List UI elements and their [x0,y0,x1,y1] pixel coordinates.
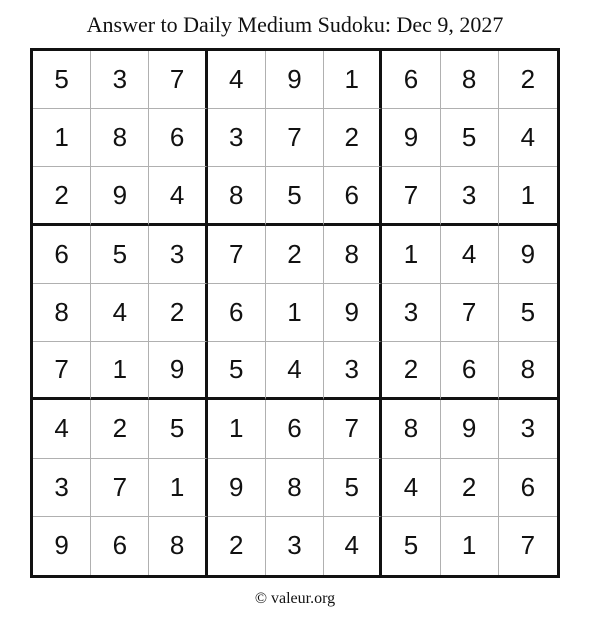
sudoku-cell-r3-c4: 8 [208,167,266,225]
sudoku-cell-r7-c4: 1 [208,400,266,458]
sudoku-cell-r5-c1: 8 [33,284,91,342]
sudoku-cell-r8-c1: 3 [33,459,91,517]
sudoku-cell-r6-c8: 6 [441,342,499,400]
sudoku-cell-r2-c9: 4 [499,109,557,167]
sudoku-cell-r1-c7: 6 [382,51,440,109]
sudoku-cell-r4-c1: 6 [33,226,91,284]
sudoku-cell-r4-c8: 4 [441,226,499,284]
sudoku-cell-r2-c3: 6 [149,109,207,167]
sudoku-cell-r1-c8: 8 [441,51,499,109]
sudoku-cell-r4-c3: 3 [149,226,207,284]
sudoku-cell-r9-c8: 1 [441,517,499,575]
sudoku-cell-r6-c1: 7 [33,342,91,400]
sudoku-cell-r9-c6: 4 [324,517,382,575]
sudoku-cell-r1-c4: 4 [208,51,266,109]
sudoku-cell-r9-c1: 9 [33,517,91,575]
sudoku-cell-r3-c3: 4 [149,167,207,225]
sudoku-cell-r6-c2: 1 [91,342,149,400]
sudoku-cell-r7-c7: 8 [382,400,440,458]
sudoku-cell-r9-c9: 7 [520,530,536,561]
sudoku-cell-r9-c7: 5 [382,517,440,575]
sudoku-cell-r5-c4: 6 [208,284,266,342]
sudoku-cell-r2-c4: 3 [208,109,266,167]
sudoku-cell-r9-c2: 6 [91,517,149,575]
sudoku-cell-r9-c5: 3 [266,517,324,575]
sudoku-cell-r6-c9: 8 [499,342,557,400]
sudoku-cell-r3-c6: 6 [324,167,382,225]
sudoku-cell-r8-c9: 6 [499,459,557,517]
page-title: Answer to Daily Medium Sudoku: Dec 9, 2027 [86,12,504,37]
sudoku-cell-r1-c2: 3 [91,51,149,109]
sudoku-cell-r5-c9: 5 [499,284,557,342]
sudoku-cell-r2-c6: 2 [324,109,382,167]
sudoku-cell-r9-c4: 2 [208,517,266,575]
sudoku-cell-r7-c6: 7 [324,400,382,458]
sudoku-cell-r8-c6: 5 [324,459,382,517]
sudoku-cell-r2-c1: 1 [33,109,91,167]
sudoku-grid [30,48,560,578]
sudoku-cell-r6-c3: 9 [149,342,207,400]
sudoku-cell-r6-c7: 2 [382,342,440,400]
sudoku-cell-r8-c3: 1 [149,459,207,517]
sudoku-cell-r3-c9: 1 [499,167,557,225]
sudoku-cell-r3-c1: 2 [33,167,91,225]
sudoku-cell-r7-c2: 2 [91,400,149,458]
sudoku-cell-r5-c8: 7 [441,284,499,342]
sudoku-cell-r2-c2: 8 [91,109,149,167]
sudoku-cell-r1-c1: 5 [33,51,91,109]
sudoku-cell-r3-c5: 5 [266,167,324,225]
sudoku-cell-r5-c3: 2 [149,284,207,342]
sudoku-cell-r2-c5: 7 [266,109,324,167]
sudoku-cell-r1-c3: 7 [149,51,207,109]
sudoku-cell-r7-c1: 4 [33,400,91,458]
sudoku-cell-r1-c5: 9 [266,51,324,109]
sudoku-cell-r5-c5: 1 [266,284,324,342]
sudoku-cell-r2-c7: 9 [382,109,440,167]
sudoku-cell-r2-c8: 5 [441,109,499,167]
sudoku-cell-r5-c6: 9 [324,284,382,342]
sudoku-cell-r8-c5: 8 [266,459,324,517]
sudoku-cell-r7-c3: 5 [149,400,207,458]
sudoku-cell-r3-c7: 7 [382,167,440,225]
sudoku-cell-r4-c7: 1 [382,226,440,284]
sudoku-cell-r4-c5: 2 [266,226,324,284]
sudoku-cell-r1-c9: 2 [499,51,557,109]
sudoku-cell-r5-c2: 4 [91,284,149,342]
sudoku-cell-r8-c2: 7 [91,459,149,517]
sudoku-cell-r3-c2: 9 [91,167,149,225]
sudoku-cell-r7-c9: 3 [499,400,557,458]
sudoku-cell-r3-c8: 3 [441,167,499,225]
sudoku-cell-r4-c4: 7 [208,226,266,284]
sudoku-cell-r4-c6: 8 [324,226,382,284]
sudoku-cell-r6-c6: 3 [324,342,382,400]
sudoku-cell-r8-c8: 2 [441,459,499,517]
sudoku-cell-r8-c4: 9 [208,459,266,517]
sudoku-cell-r8-c7: 4 [382,459,440,517]
sudoku-cell-r7-c5: 6 [266,400,324,458]
sudoku-cell-r4-c2: 5 [91,226,149,284]
sudoku-cell-r7-c8: 9 [441,400,499,458]
copyright-footer: © valeur.org [254,590,336,607]
sudoku-cell-r9-c3: 8 [149,517,207,575]
sudoku-cell-r1-c6: 1 [324,51,382,109]
sudoku-cell-r5-c7: 3 [382,284,440,342]
sudoku-cell-r6-c5: 4 [266,342,324,400]
sudoku-cell-r4-c9: 9 [499,226,557,284]
sudoku-cell-r6-c4: 5 [208,342,266,400]
